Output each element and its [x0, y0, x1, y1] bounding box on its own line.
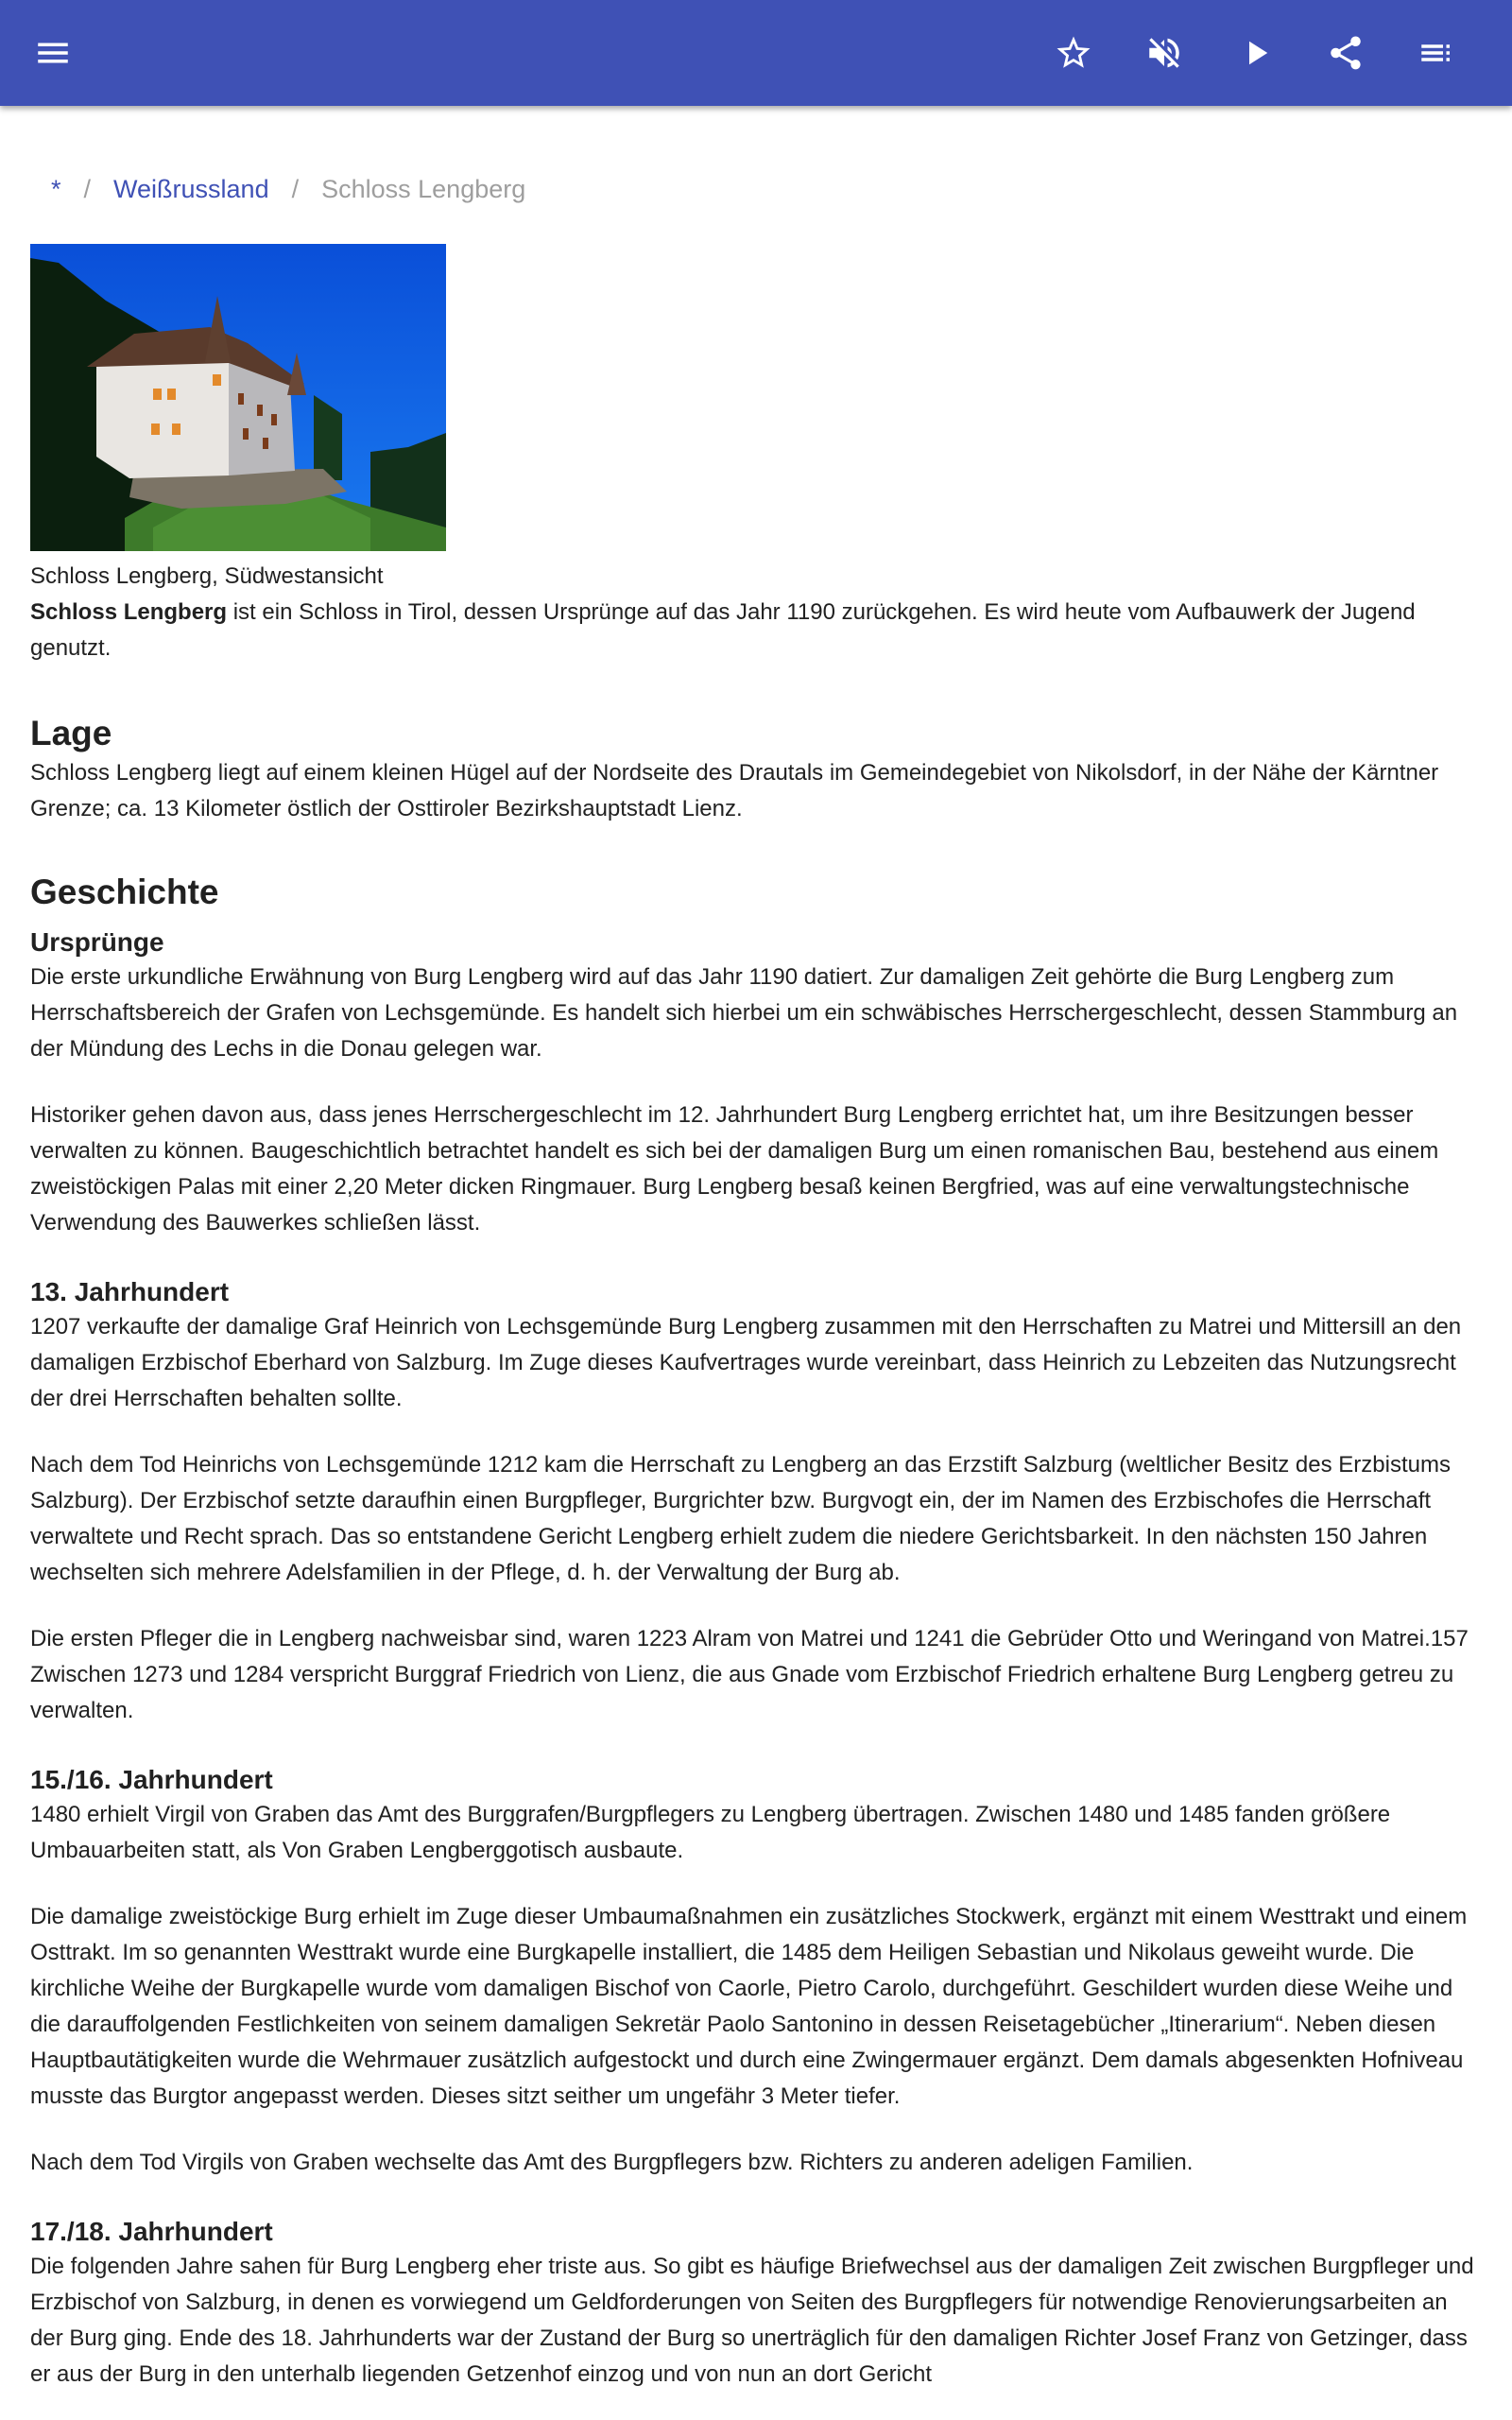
section-heading-geschichte: Geschichte	[30, 873, 219, 911]
subsection-heading-15-16-jh: 15./16. Jahrhundert	[30, 1765, 273, 1794]
menu-icon	[33, 33, 73, 73]
subsection-heading-urspruenge: Ursprünge	[30, 927, 164, 957]
paragraph: Historiker gehen davon aus, dass jenes Herrschergeschlecht im 12. Jahrhundert Burg Lengberg errichtet hat, um ihre Besitzungen besser verwalten zu können. Baugeschichtlich betrachtet handelt es sich bei der damaligen Burg um einen romanischen Bau, bestehend aus einem zweistöckigen Palas mit einer 2,20 Meter dicken Ringmauer. Burg Lengberg besaß keinen Bergfried, was auf eine verwaltungstechnische Verwendung des Bauwerkes schließen lässt.	[30, 1102, 1439, 1236]
article-content	[30, 106, 1482, 2393]
contents-button[interactable]	[1410, 26, 1463, 79]
paragraph: Die damalige zweistöckige Burg erhielt im Zuge dieser Umbaumaßnahmen ein zusätzliches Stockwerk, ergänzt mit einem Westtrakt und einem Osttrakt. Im so genannten Westtrakt wurde eine Burgkapelle installiert, die 1485 dem Heiligen Sebastian und Nikolaus geweiht wurde. Die kirchliche Weihe der Burgkapelle wurde vom damaligen Bischof von Caorle, Pietro Carolo, durchgeführt. Geschildert wurden diese Weihe und die darauffolgenden Festlichkeiten von seinem damaligen Sekretär Paolo Santonino in dessen Reisetagebücher „Itinerarium“. Neben diesen Hauptbautätigkeiten wurde die Wehrmauer zusätzlich aufgestockt und durch eine Zwingermauer ergänzt. Dem damals abgesenkten Hofniveau musste das Burgtor angepasst werden. Dieses sitzt seither um ungefähr 3 Meter tiefer.	[30, 1904, 1468, 2109]
castle-image[interactable]	[30, 244, 446, 551]
app-bar	[0, 0, 1512, 106]
paragraph: Die folgenden Jahre sahen für Burg Lengberg eher triste aus. So gibt es häufige Briefwechsel aus der damaligen Zeit zwischen Burgpfleger und Erzbischof von Salzburg, in denen es vorwiegend um Geldforderungen von Seiten des Burgpflegers für notwendige Renovierungsarbeiten an der Burg ging. Ende des 18. Jahrhunderts war der Zustand der Burg so unerträglich für den damaligen Richter Josef Franz von Getzinger, dass er aus der Burg in den unterhalb liegenden Getzenhof einzog und von nun an dort Gericht	[30, 2254, 1474, 2387]
intro-bold-term: Schloss Lengberg	[30, 599, 228, 625]
section-heading-lage: Lage	[30, 714, 112, 752]
breadcrumb-home[interactable]: *	[51, 174, 61, 203]
intro-text: ist ein Schloss in Tirol, dessen Ursprünge auf das Jahr 1190 zurückgehen. Es wird heute vom Aufbauwerk der Jugend genutzt.	[30, 599, 1416, 661]
play-button[interactable]	[1229, 26, 1282, 79]
paragraph: Die erste urkundliche Erwähnung von Burg Lengberg wird auf das Jahr 1190 datiert. Zur damaligen Zeit gehörte die Burg Lengberg zum Herrschaftsbereich der Grafen von Lechsgemünde. Es handelt sich hierbei um ein schwäbisches Herrschergeschlecht, dessen Stammburg an der Mündung des Lechs in die Donau gelegen war.	[30, 964, 1458, 1062]
share-icon	[1326, 33, 1366, 73]
image-caption: Schloss Lengberg, Südwestansicht	[30, 563, 384, 589]
paragraph: Nach dem Tod Virgils von Graben wechselte das Amt des Burgpflegers bzw. Richters zu anderen adeligen Familien.	[30, 2150, 1194, 2175]
breadcrumb-parent[interactable]: Weißrussland	[113, 174, 269, 203]
breadcrumb	[30, 170, 1482, 208]
mute-button[interactable]	[1138, 26, 1191, 79]
paragraph: 1207 verkaufte der damalige Graf Heinrich von Lechsgemünde Burg Lengberg zusammen mit den Herrschaften zu Matrei und Mittersill an den damaligen Erzbischof Eberhard von Salzburg. Im Zuge dieses Kaufvertrages wurde vereinbart, dass Heinrich zu Lebzeiten das Nutzungsrecht der drei Herrschaften behalten sollte.	[30, 1314, 1462, 1411]
subsection-heading-13-jh: 13. Jahrhundert	[30, 1277, 230, 1306]
star-outline-icon	[1054, 33, 1093, 73]
breadcrumb-separator: /	[83, 174, 92, 203]
playlist-icon	[1417, 33, 1456, 73]
intro-paragraph	[30, 595, 1482, 666]
favorite-button[interactable]	[1047, 26, 1100, 79]
paragraph: 1480 erhielt Virgil von Graben das Amt des Burggrafen/Burgpflegers zu Lengberg übertragen. Zwischen 1480 und 1485 fanden größere Umbauarbeiten statt, als Von Graben Lengberggotisch ausbaute.	[30, 1802, 1391, 1863]
subsection-heading-17-18-jh: 17./18. Jahrhundert	[30, 2217, 273, 2246]
castle-photo	[30, 244, 446, 551]
share-button[interactable]	[1319, 26, 1372, 79]
breadcrumb-separator: /	[291, 174, 300, 203]
breadcrumb-current: Schloss Lengberg	[321, 174, 526, 203]
menu-button[interactable]	[26, 26, 79, 79]
volume-off-icon	[1144, 33, 1184, 73]
paragraph: Schloss Lengberg liegt auf einem kleinen Hügel auf der Nordseite des Drautals im Gemeindegebiet von Nikolsdorf, in der Nähe der Kärntner Grenze; ca. 13 Kilometer östlich der Osttiroler Bezirkshauptstadt Lienz.	[30, 760, 1439, 821]
paragraph: Die ersten Pfleger die in Lengberg nachweisbar sind, waren 1223 Alram von Matrei und 1241 die Gebrüder Otto und Weringand von Matrei.157 Zwischen 1273 und 1284 verspricht Burggraf Friedrich von Lienz, die aus Gnade vom Erzbischof Friedrich erhaltene Burg Lengberg getreu zu verwalten.	[30, 1626, 1469, 1723]
play-icon	[1236, 33, 1276, 73]
paragraph: Nach dem Tod Heinrichs von Lechsgemünde 1212 kam die Herrschaft zu Lengberg an das Erzstift Salzburg (weltlicher Besitz des Erzbistums Salzburg). Der Erzbischof setzte daraufhin einen Burgpfleger, Burgrichter bzw. Burgvogt ein, der im Namen des Erzbischofes die Herrschaft verwaltete und Recht sprach. Das so entstandene Gericht Lengberg erhielt zudem die niedere Gerichtsbarkeit. In den nächsten 150 Jahren wechselten sich mehrere Adelsfamilien in der Pflege, d. h. der Verwaltung der Burg ab.	[30, 1452, 1451, 1585]
